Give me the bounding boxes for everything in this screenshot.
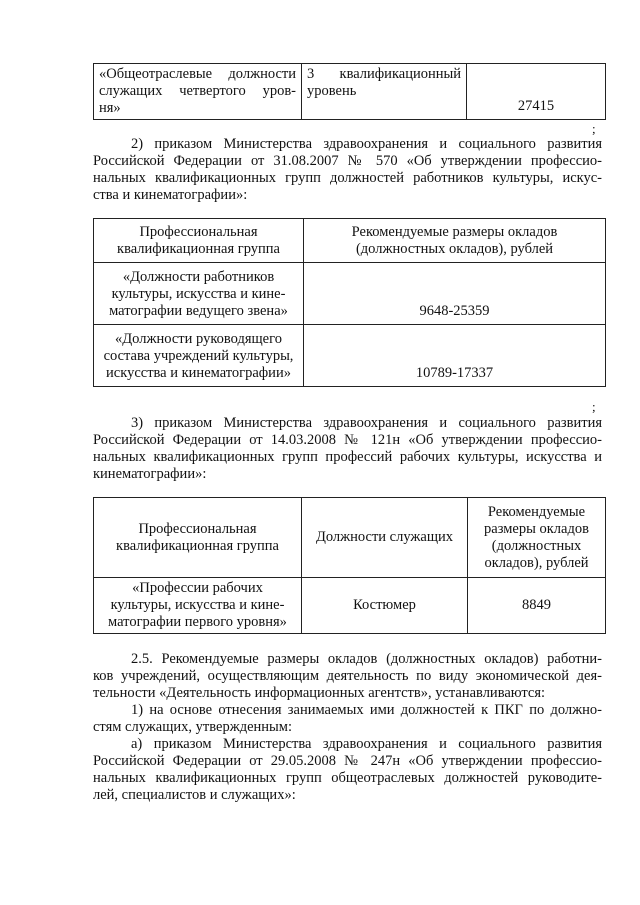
header-line: Рекомендуемые xyxy=(487,503,586,520)
para-line: Российской Федерации от 14.03.2008 № 121н «Об утверждении профессио- xyxy=(93,432,602,448)
level-cell xyxy=(302,64,467,120)
semicolon-mark: ; xyxy=(592,121,596,136)
position-cell xyxy=(302,578,468,634)
header-line: размеры окладов xyxy=(484,520,589,537)
group-line: «Должности руководящего xyxy=(115,331,282,347)
table-row xyxy=(94,325,606,387)
header-line: Рекомендуемые размеры окладов xyxy=(351,223,558,240)
group-line: матографии ведущего звена» xyxy=(109,303,288,319)
salary-value: 10789-17337 xyxy=(415,365,494,381)
group-line: культуры, искусства и кине- xyxy=(110,597,285,613)
table-row xyxy=(94,263,606,325)
para-line: нальных квалификационных групп профессий рабочих культуры, искусства и xyxy=(93,449,602,465)
para-line: Российской Федерации от 29.05.2008 № 247н «Об утверждении профессио- xyxy=(93,753,602,769)
header-line: квалификационная группа xyxy=(116,537,279,554)
level-line: уровень xyxy=(307,83,357,99)
table-row xyxy=(94,64,606,120)
group-line: искусства и кинематографии» xyxy=(106,365,291,381)
para-line: 1) на основе отнесения занимаемых ими должностей к ПКГ по должно- xyxy=(131,702,602,718)
section-2-5-paragraph xyxy=(93,651,602,804)
table-general-positions xyxy=(93,63,606,120)
order-570-paragraph xyxy=(93,136,602,204)
para-line: 3) приказом Министерства здравоохранения и социального развития xyxy=(131,415,602,431)
group-line: «Профессии рабочих xyxy=(132,580,263,596)
para-line: лей, специалистов и служащих»: xyxy=(93,787,296,803)
header-line: квалификационная группа xyxy=(117,240,280,257)
para-line: тельности «Деятельность информационных агентств», устанавливаются: xyxy=(93,685,546,701)
para-line: нальных квалификационных групп общеотраслевых должностей руководите- xyxy=(93,770,602,786)
semicolon-mark: ; xyxy=(592,399,596,414)
group-cell xyxy=(94,64,302,120)
para-line: ства и кинематографии»: xyxy=(93,187,248,203)
header-line: Профессиональная xyxy=(139,223,258,240)
level-line: 3 квалификационный xyxy=(307,66,461,82)
salary-value: 9648-25359 xyxy=(419,303,490,319)
para-line: а) приказом Министерства здравоохранения и социального развития xyxy=(131,736,602,752)
header-line: (должностных xyxy=(491,537,582,554)
order-121n-paragraph xyxy=(93,415,602,483)
table-header-row xyxy=(94,219,606,263)
para-line: Российской Федерации от 31.08.2007 № 570 «Об утверждении профессио- xyxy=(93,153,602,169)
para-line: 2.5. Рекомендуемые размеры окладов (должностных окладов) работни- xyxy=(131,651,602,667)
para-line: нальных квалификационных групп должностей работников культуры, искус- xyxy=(93,170,602,186)
para-line: стям служащих, утвержденным: xyxy=(93,719,292,735)
header-salary-cell xyxy=(468,498,606,578)
table-worker-professions xyxy=(93,497,606,634)
salary-cell xyxy=(468,578,606,634)
header-group-cell xyxy=(94,219,304,263)
para-line: кинематографии»: xyxy=(93,466,207,482)
header-group-cell xyxy=(94,498,302,578)
para-line: 2) приказом Министерства здравоохранения и социального развития xyxy=(131,136,602,152)
group-line: «Общеотраслевые должности xyxy=(99,66,296,82)
group-cell xyxy=(94,578,302,634)
salary-value: 8849 xyxy=(522,597,551,613)
group-line: состава учреждений культуры, xyxy=(103,348,294,364)
header-salary-cell xyxy=(304,219,606,263)
group-line: матографии первого уровня» xyxy=(108,614,287,630)
position-value: Костюмер xyxy=(353,597,416,613)
salary-cell xyxy=(304,263,606,325)
group-line: служащих четвертого уров- xyxy=(99,83,296,99)
header-line: (должностных окладов), рублей xyxy=(355,240,554,257)
salary-cell xyxy=(467,64,606,120)
header-position-cell xyxy=(302,498,468,578)
group-line: культуры, искусства и кине- xyxy=(111,286,286,302)
salary-cell xyxy=(304,325,606,387)
group-cell xyxy=(94,325,304,387)
table-row xyxy=(94,578,606,634)
group-line: ня» xyxy=(99,100,121,116)
group-line: «Должности работников xyxy=(122,269,275,285)
header-line: окладов), рублей xyxy=(484,554,589,571)
para-line: ков учреждений, осуществляющим деятельность по виду экономической дея- xyxy=(93,668,602,684)
header-line: Профессиональная xyxy=(138,520,257,537)
salary-value: 27415 xyxy=(517,98,555,114)
table-culture-positions xyxy=(93,218,606,387)
table-header-row xyxy=(94,498,606,578)
group-cell xyxy=(94,263,304,325)
header-line: Должности служащих xyxy=(315,529,454,545)
